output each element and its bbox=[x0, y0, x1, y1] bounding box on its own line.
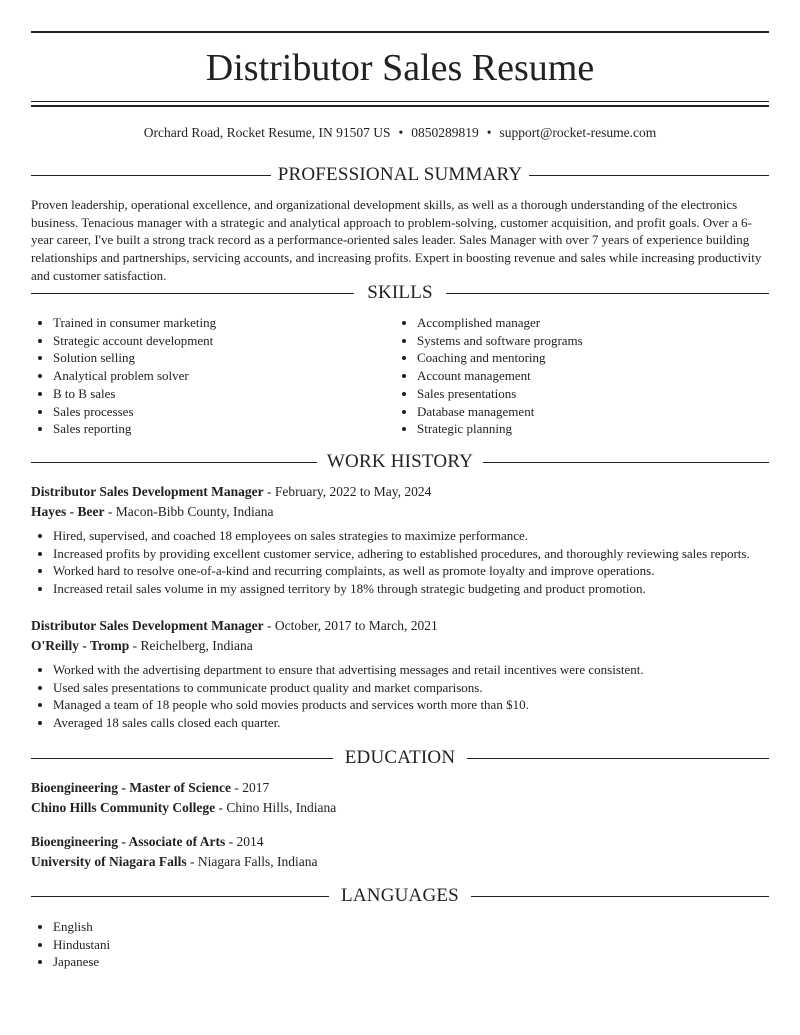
job-bullets bbox=[31, 527, 769, 598]
job-location: - Reichelberg, Indiana bbox=[129, 638, 253, 653]
resume-title: Distributor Sales Resume bbox=[205, 47, 595, 89]
section-title-skills: SKILLS bbox=[367, 282, 433, 303]
job-entry bbox=[31, 482, 769, 598]
skill-item: • Systems and software programs bbox=[417, 332, 757, 350]
section-header-work bbox=[31, 450, 769, 474]
job-dates: - October, 2017 to March, 2021 bbox=[263, 618, 438, 633]
job-bullet: • Hired, supervised, and coached 18 employees on sales strategies to maximize performance. bbox=[53, 527, 769, 545]
skills-list-right bbox=[395, 314, 757, 438]
skill-item: • Sales reporting bbox=[53, 420, 393, 438]
edu-school: University of Niagara Falls bbox=[31, 854, 187, 869]
language-item: • English bbox=[53, 918, 353, 936]
skill-item: • Accomplished manager bbox=[417, 314, 757, 332]
job-dates: - February, 2022 to May, 2024 bbox=[263, 484, 432, 499]
edu-location: - Chino Hills, Indiana bbox=[215, 800, 337, 815]
job-bullets bbox=[31, 661, 769, 732]
section-title-work: WORK HISTORY bbox=[326, 451, 474, 472]
edu-year: - 2014 bbox=[225, 834, 264, 849]
contact-phone[interactable]: 0850289819 bbox=[411, 125, 479, 140]
section-header-skills bbox=[31, 281, 769, 305]
job-role: Distributor Sales Development Manager bbox=[31, 618, 264, 633]
contact-address: Orchard Road, Rocket Resume, IN 91507 US bbox=[143, 125, 391, 140]
skill-item: • B to B sales bbox=[53, 385, 393, 403]
job-company: Hayes - Beer bbox=[31, 504, 105, 519]
job-bullet: • Increased profits by providing excellent customer service, adhering to established procedures, and thoroughly reviewing sales reports. bbox=[53, 545, 769, 563]
job-role: Distributor Sales Development Manager bbox=[31, 484, 264, 499]
edu-degree: Bioengineering - Associate of Arts bbox=[31, 834, 226, 849]
edu-location: - Niagara Falls, Indiana bbox=[186, 854, 318, 869]
contact-separator: • bbox=[398, 125, 404, 140]
job-bullet: • Averaged 18 sales calls closed each quarter. bbox=[53, 714, 769, 732]
skill-item: • Sales processes bbox=[53, 403, 393, 421]
language-item: • Japanese bbox=[53, 953, 353, 971]
edu-degree: Bioengineering - Master of Science bbox=[31, 780, 231, 795]
title-double-rule bbox=[31, 101, 769, 107]
section-header-summary bbox=[31, 163, 769, 187]
section-header-education bbox=[31, 746, 769, 770]
job-bullet: • Used sales presentations to communicate product quality and market comparisons. bbox=[53, 679, 769, 697]
edu-school: Chino Hills Community College bbox=[31, 800, 216, 815]
education-entry bbox=[31, 778, 769, 818]
job-bullet: • Worked hard to resolve one-of-a-kind and recurring complaints, as well as promote loyalty and improve operations. bbox=[53, 562, 769, 580]
job-bullet: • Increased retail sales volume in my assigned territory by 18% through strategic budgeting and product promotion. bbox=[53, 580, 769, 598]
skill-item: • Strategic account development bbox=[53, 332, 393, 350]
job-bullet: • Managed a team of 18 people who sold movies products and services worth more than $10. bbox=[53, 696, 769, 714]
section-header-languages bbox=[31, 884, 769, 908]
skill-item: • Analytical problem solver bbox=[53, 367, 393, 385]
skill-item: • Account management bbox=[417, 367, 757, 385]
section-title-education: EDUCATION bbox=[344, 747, 456, 768]
job-entry bbox=[31, 616, 769, 732]
top-rule bbox=[31, 31, 769, 33]
language-item: • Hindustani bbox=[53, 936, 353, 954]
section-title-summary: PROFESSIONAL SUMMARY bbox=[277, 164, 523, 185]
skill-item: • Coaching and mentoring bbox=[417, 349, 757, 367]
edu-year: - 2017 bbox=[230, 780, 270, 795]
skill-item: • Solution selling bbox=[53, 349, 393, 367]
skill-item: • Sales presentations bbox=[417, 385, 757, 403]
contact-email[interactable]: support@rocket-resume.com bbox=[499, 125, 657, 140]
skill-item: • Database management bbox=[417, 403, 757, 421]
contact-separator: • bbox=[486, 125, 492, 140]
job-location: - Macon-Bibb County, Indiana bbox=[104, 504, 274, 519]
skill-item: • Strategic planning bbox=[417, 420, 757, 438]
job-bullet: • Worked with the advertising department to ensure that advertising messages and retail incentives were consistent. bbox=[53, 661, 769, 679]
education-entry bbox=[31, 832, 769, 872]
contact-line bbox=[31, 124, 769, 142]
skills-list-left bbox=[31, 314, 393, 438]
section-title-languages: LANGUAGES bbox=[341, 885, 459, 906]
languages-list bbox=[31, 918, 353, 971]
job-company: O'Reilly - Tromp bbox=[31, 638, 130, 653]
summary-text: Proven leadership, operational excellence, and organizational development skills, as well as a thorough understanding of the electronics business. Tenacious manager with a strategic and analytical approach to problem-solving, customer acquisition, and profit goals. Over a 6-year career, I've built a strong track record as a performance-oriented sales leader. Sales Manager with over 7 years of experience building relationships and partnerships, servicing accounts, and increasing profits. Expert in boosting revenue and sales while increasing productivity and customer satisfaction. bbox=[31, 197, 762, 283]
skill-item: • Trained in consumer marketing bbox=[53, 314, 393, 332]
